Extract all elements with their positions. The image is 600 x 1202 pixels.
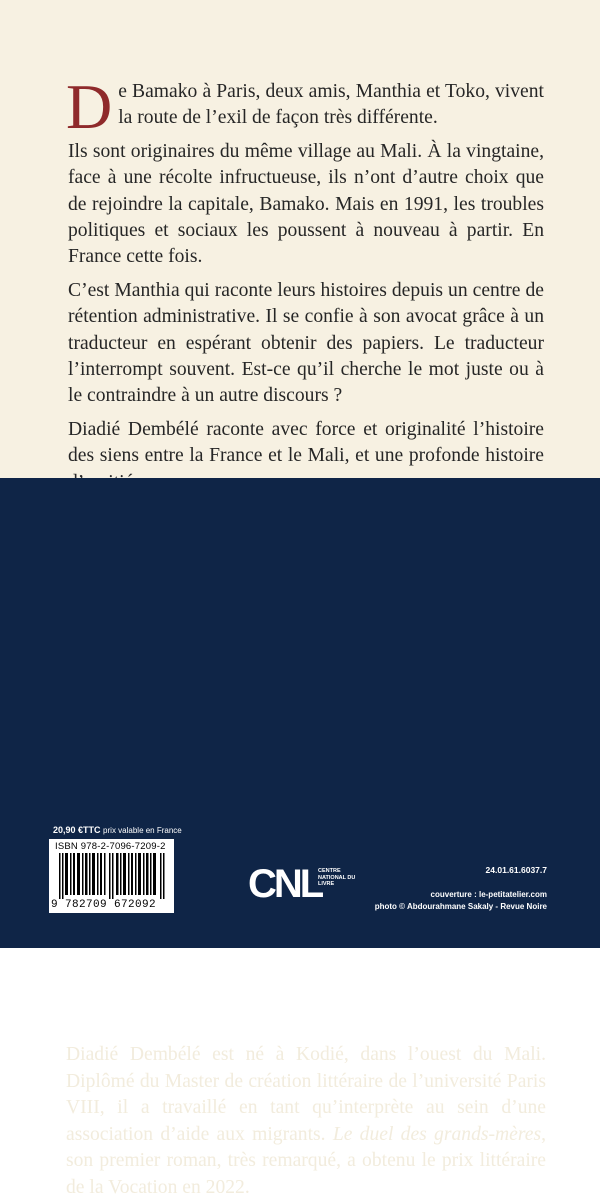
- cnl-mark: CNL: [248, 862, 322, 906]
- synopsis-paragraph-1-text: e Bamako à Paris, deux amis, Manthia et Toko, vivent la route de l’exil de façon très différente.: [118, 81, 544, 129]
- credits: [375, 889, 547, 913]
- author-bio-start: Diadié Dembélé est né à Kodié, dans l’ouest du Mali. Diplômé du Master de création littéraire de l’université Paris VIII, il a travaillé en tant qu’interprète au sein d’une association d’aide aux migrants.: [66, 1044, 546, 1145]
- drop-cap: D: [66, 71, 113, 142]
- author-bio: [66, 1042, 546, 1202]
- price-label: [53, 825, 182, 835]
- author-bio-end: , son premier roman, très remarqué, a obtenu le prix littéraire de la Vocation en 2022.: [66, 1123, 546, 1198]
- previous-novel-title: Le duel des grands-mères: [332, 1123, 542, 1145]
- synopsis: [66, 71, 544, 503]
- cover-credit: couverture : le-petitatelier.com: [430, 890, 547, 899]
- isbn-label: ISBN 978-2-7096-7209-2: [55, 841, 166, 852]
- synopsis-paragraph-2: Ils sont originaires du même village au Mali. À la vingtaine, face à une récolte infructueuse, ils n’ont d’autre choix que de rejoindre la capitale, Bamako. Mais en 1991, les troubles politiques et sociaux les poussent à nouveau à partir. En France cette fois.: [68, 140, 544, 268]
- barcode-icon: [59, 853, 165, 899]
- cnl-logo: [248, 862, 356, 910]
- cnl-name: CENTRE NATIONAL DU LIVRE: [318, 868, 356, 887]
- isbn-barcode: [49, 839, 174, 913]
- barcode-digits: 9 782709 672092: [51, 899, 157, 911]
- photo-credit: photo © Abdourahmane Sakaly - Revue Noire: [374, 902, 547, 911]
- synopsis-paragraph-4: Diadié Dembélé raconte avec force et originalité l’histoire des siens entre la France et le Mali, et une profonde histoire: [68, 418, 544, 467]
- synopsis-paragraph-1: [66, 71, 544, 142]
- price-amount: 20,90 €TTC: [53, 825, 101, 835]
- synopsis-panel: [0, 0, 600, 478]
- reference-code: 24.01.61.6037.7: [485, 865, 547, 875]
- synopsis-paragraph-3: C’est Manthia qui raconte leurs histoires depuis un centre de rétention administrative. Il se confie à son avocat grâce à un traducteur en espérant obtenir des papiers. Le traducteur l’interrompt souvent. Est-ce qu’il cherche le mot juste ou à le contraindre à un autre discours ?: [68, 279, 544, 407]
- price-note: prix valable en France: [103, 826, 182, 835]
